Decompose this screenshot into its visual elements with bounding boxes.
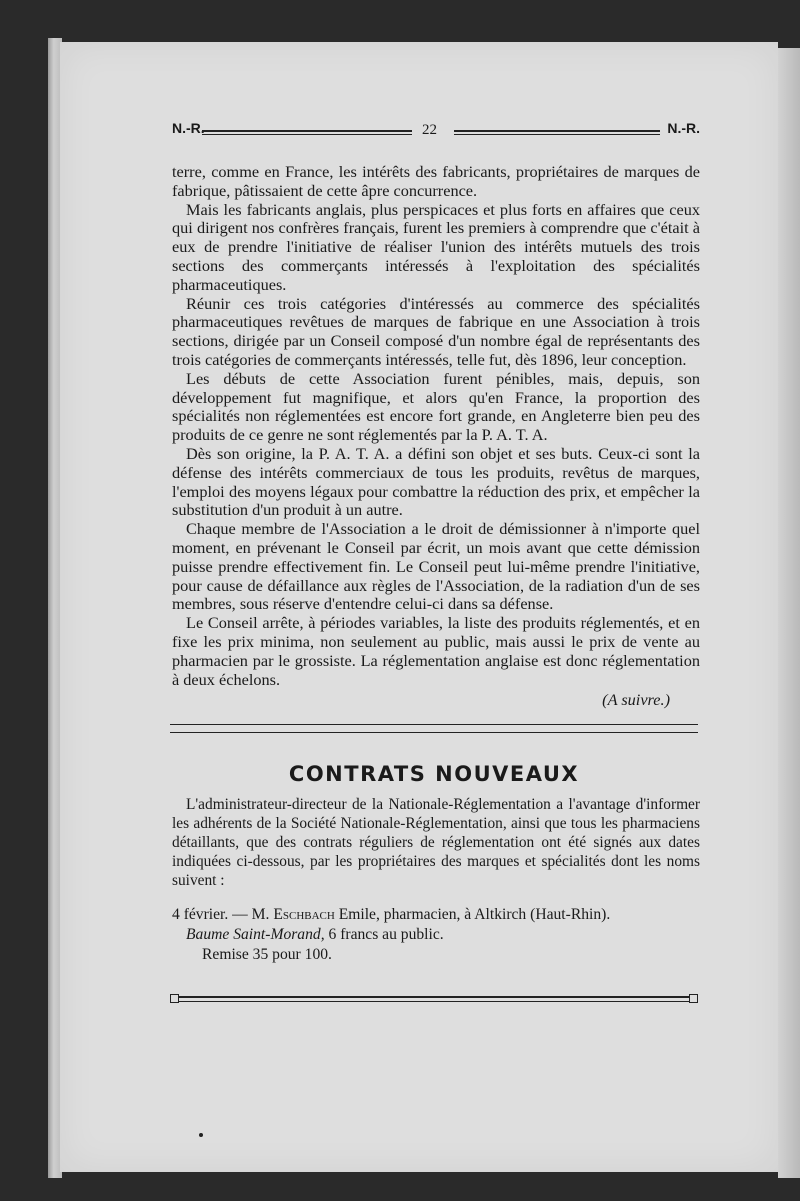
stray-mark bbox=[199, 1133, 203, 1137]
running-header bbox=[172, 118, 700, 138]
section-title: CONTRATS NOUVEAUX bbox=[288, 762, 580, 786]
paragraph: Le Conseil arrête, à périodes variables, la liste des produits réglementés, et en fixe les prix minima, non seulement au public, mais aussi le prix de vente au pharmacien par le grossiste. La réglementation anglaise est donc réglementation à deux échelons. bbox=[172, 613, 700, 689]
bottom-ornament-rule bbox=[170, 994, 698, 1004]
paragraph: Les débuts de cette Association furent pénibles, mais, depuis, son développement fut magnifique, et alors qu'en France, la proportion des spécialités non réglementées est encore fort grande, en Angleterre bien peu des produits de ce genre ne sont réglementés par la P. A. T. A. bbox=[172, 368, 700, 445]
section-divider bbox=[170, 724, 698, 733]
square-ornament-left bbox=[170, 994, 179, 1003]
article-body bbox=[172, 163, 700, 710]
contract-entry bbox=[172, 905, 700, 965]
page-number: 22 bbox=[422, 122, 437, 138]
paragraph: Dès son origine, la P. A. T. A. a défini son objet et ses buts. Ceux-ci sont la défense des intérêts commerciaux de tous les produits, revêtus de marques, l'emploi des moyens légaux pour combattre la réduction des prix, et empêcher la substitution d'un produit à un autre. bbox=[172, 443, 700, 520]
entry-details: Emile, pharmacien, à Altkirch (Haut-Rhin). bbox=[334, 906, 611, 923]
entry-product-line bbox=[172, 925, 700, 945]
entry-line bbox=[172, 905, 700, 925]
header-left: N.-R. bbox=[172, 120, 205, 136]
paragraph: Chaque membre de l'Association a le droit de démissionner à n'importe quel moment, en prévenant le Conseil par écrit, un mois avant que cette démission puisse prendre effectivement fin. Le Conseil peut lui-même prendre l'initiative, pour cause de défaillance aux règles de l'Association, de la radiation d'un de ses membres, sous réserve d'entendre celui-ci dans sa défense. bbox=[172, 519, 700, 614]
section-intro bbox=[172, 796, 700, 891]
square-ornament-right bbox=[689, 994, 698, 1003]
intro-paragraph: L'administrateur-directeur de la Nationale-Réglementation a l'avantage d'informer les adhérents de la Société Nationale-Réglementation, ainsi que tous les pharmaciens détaillants, que des contrats réguliers de réglementation ont été signés aux dates indiquées ci-dessous, par les propriétaires des marques et spécialités dont les noms suivent : bbox=[172, 796, 700, 889]
paragraph: terre, comme en France, les intérêts des fabricants, propriétaires de marques de fabrique, pâtissaient de cette âpre concurrence. bbox=[172, 162, 700, 200]
header-right: N.-R. bbox=[667, 120, 700, 136]
entry-product: Baume Saint-Morand, bbox=[186, 926, 325, 943]
to-be-continued: (A suivre.) bbox=[602, 690, 670, 710]
header-rule-right bbox=[454, 130, 660, 135]
header-rule-left bbox=[202, 130, 412, 135]
entry-discount: Remise 35 pour 100. bbox=[202, 946, 332, 963]
paragraph: Mais les fabricants anglais, plus perspicaces et plus forts en affaires que ceux qui dirigent nos confrères français, furent les premiers à comprendre que c'était à eux de prendre l'initiative de réaliser l'union des intérêts mutuels des trois sections des commerçants intéressés à l'exploitation des spécialités pharmaceutiques. bbox=[172, 199, 700, 294]
entry-date: 4 février. — M. bbox=[172, 906, 274, 923]
entry-price: 6 francs au public. bbox=[324, 926, 444, 943]
paragraph: Réunir ces trois catégories d'intéressés au commerce des spécialités pharmaceutiques revêtues de marques de fabrique en une Association à trois sections, dirigée par un Conseil composé d'un nombre égal de représentants des trois catégories de commerçants intéressés, telle fut, dès 1896, leur conception. bbox=[172, 293, 700, 369]
entry-surname: Eschbach bbox=[273, 906, 335, 923]
page-edge-right bbox=[778, 48, 800, 1178]
